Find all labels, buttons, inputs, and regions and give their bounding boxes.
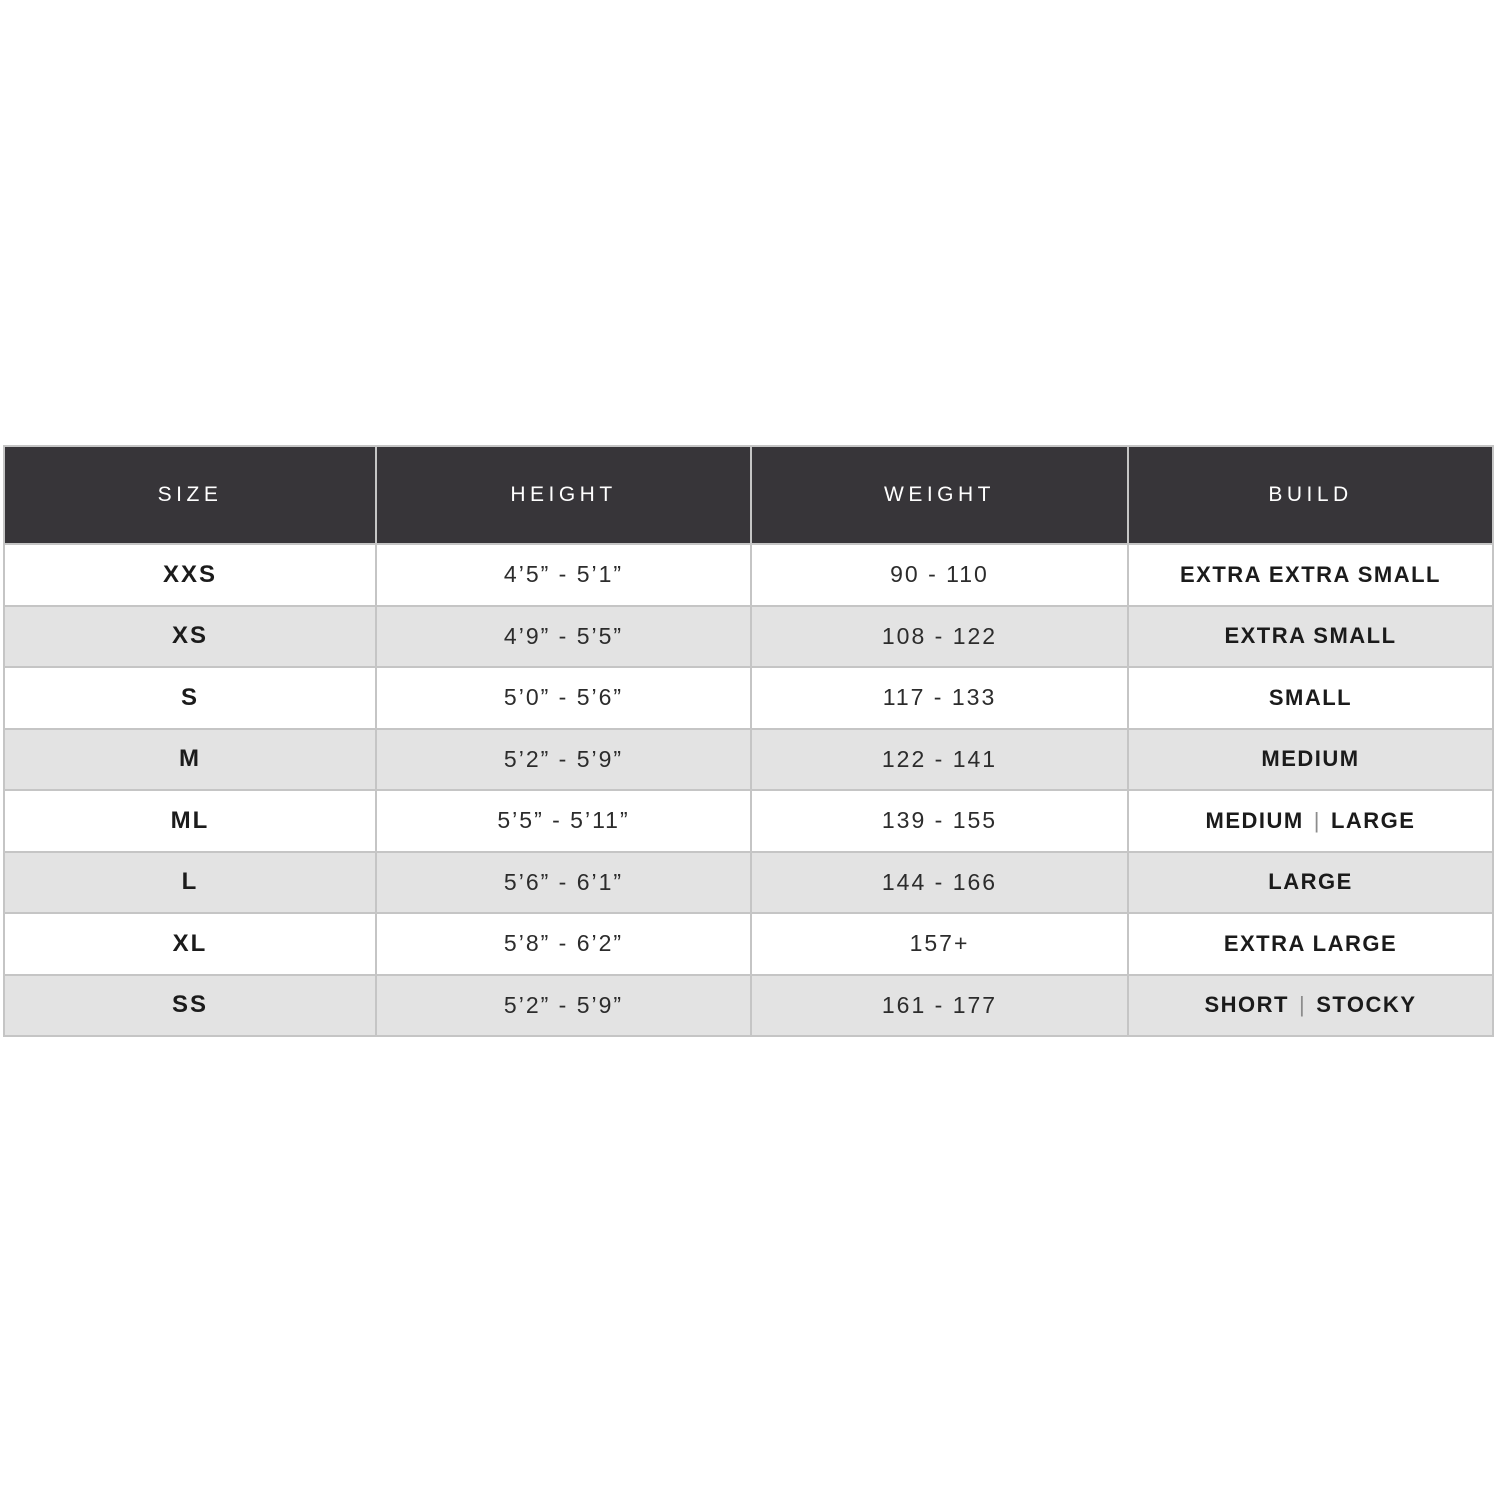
size-cell: XS bbox=[4, 606, 376, 668]
height-cell: 5’2” - 5’9” bbox=[376, 975, 751, 1037]
weight-cell: 144 - 166 bbox=[751, 852, 1128, 914]
weight-cell: 108 - 122 bbox=[751, 606, 1128, 668]
column-header-weight: WEIGHT bbox=[751, 446, 1128, 544]
size-cell: XL bbox=[4, 913, 376, 975]
pipe-separator: | bbox=[1299, 992, 1307, 1018]
header-row bbox=[4, 446, 1493, 544]
build-cell: EXTRA LARGE bbox=[1128, 913, 1493, 975]
table-row bbox=[4, 790, 1493, 852]
weight-cell: 122 - 141 bbox=[751, 729, 1128, 791]
table-row bbox=[4, 606, 1493, 668]
build-cell: MEDIUM bbox=[1128, 729, 1493, 791]
size-cell: XXS bbox=[4, 544, 376, 606]
build-cell: EXTRA SMALL bbox=[1128, 606, 1493, 668]
build-cell: LARGE bbox=[1128, 852, 1493, 914]
weight-cell: 90 - 110 bbox=[751, 544, 1128, 606]
column-header-build: BUILD bbox=[1128, 446, 1493, 544]
weight-cell: 117 - 133 bbox=[751, 667, 1128, 729]
size-table-body bbox=[4, 544, 1493, 1036]
height-cell: 5’0” - 5’6” bbox=[376, 667, 751, 729]
build-cell: SHORT | STOCKY bbox=[1128, 975, 1493, 1037]
table-row bbox=[4, 975, 1493, 1037]
size-chart-table bbox=[3, 445, 1494, 1037]
height-cell: 4’9” - 5’5” bbox=[376, 606, 751, 668]
size-cell: M bbox=[4, 729, 376, 791]
table-row bbox=[4, 544, 1493, 606]
height-cell: 5’2” - 5’9” bbox=[376, 729, 751, 791]
build-cell: SMALL bbox=[1128, 667, 1493, 729]
size-cell: S bbox=[4, 667, 376, 729]
table-row bbox=[4, 667, 1493, 729]
table-row bbox=[4, 729, 1493, 791]
height-cell: 4’5” - 5’1” bbox=[376, 544, 751, 606]
size-cell: ML bbox=[4, 790, 376, 852]
height-cell: 5’5” - 5’11” bbox=[376, 790, 751, 852]
table-row bbox=[4, 913, 1493, 975]
weight-cell: 161 - 177 bbox=[751, 975, 1128, 1037]
table-row bbox=[4, 852, 1493, 914]
size-cell: L bbox=[4, 852, 376, 914]
height-cell: 5’6” - 6’1” bbox=[376, 852, 751, 914]
column-header-height: HEIGHT bbox=[376, 446, 751, 544]
pipe-separator: | bbox=[1313, 807, 1321, 833]
build-cell: MEDIUM | LARGE bbox=[1128, 790, 1493, 852]
build-cell: EXTRA EXTRA SMALL bbox=[1128, 544, 1493, 606]
column-header-size: SIZE bbox=[4, 446, 376, 544]
weight-cell: 139 - 155 bbox=[751, 790, 1128, 852]
height-cell: 5’8” - 6’2” bbox=[376, 913, 751, 975]
size-cell: SS bbox=[4, 975, 376, 1037]
weight-cell: 157+ bbox=[751, 913, 1128, 975]
